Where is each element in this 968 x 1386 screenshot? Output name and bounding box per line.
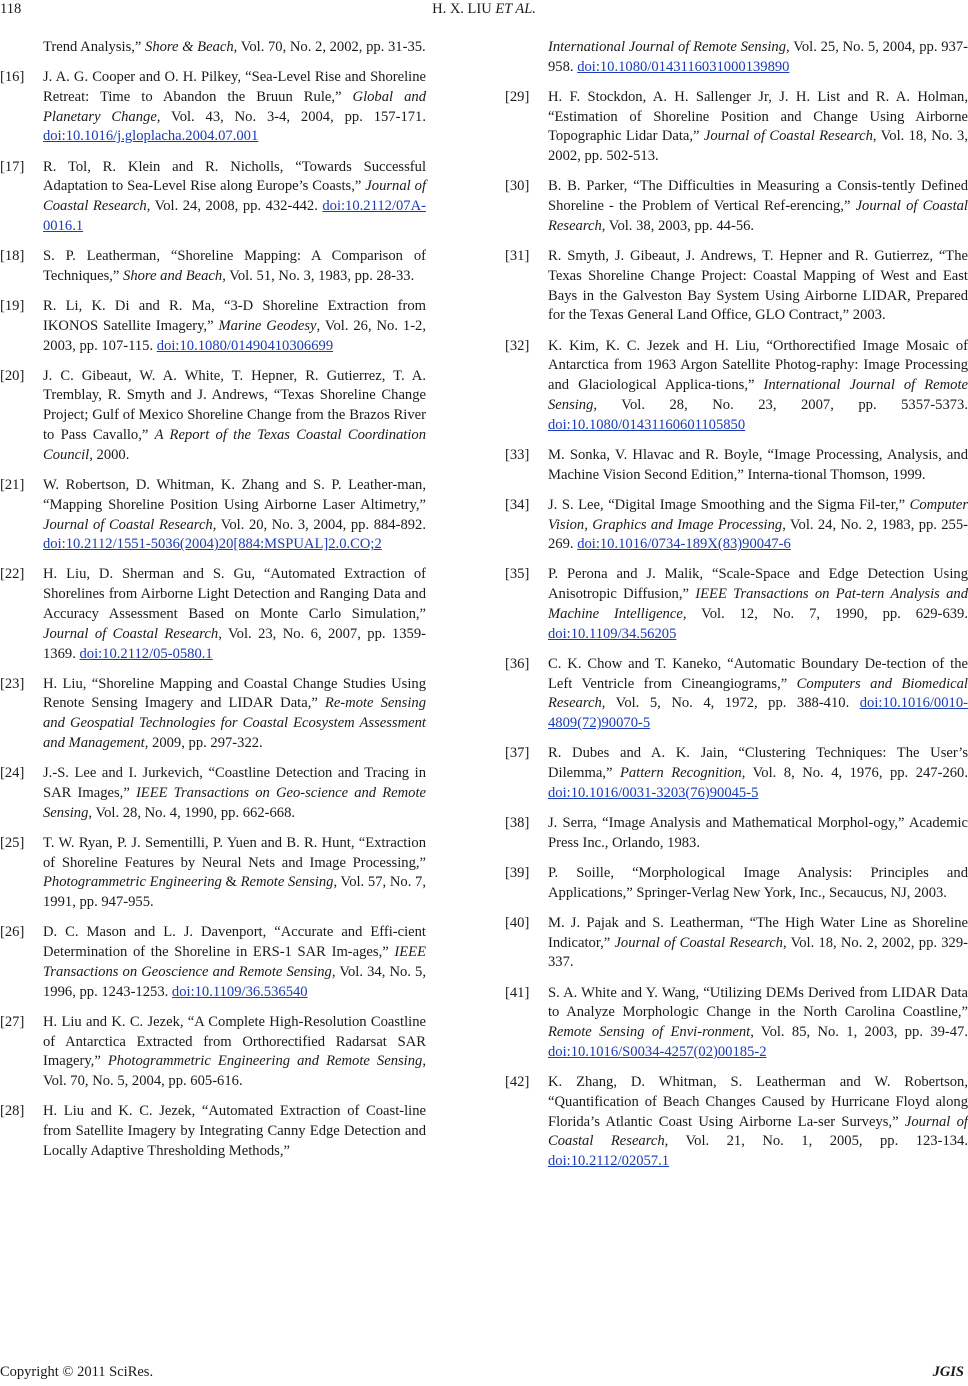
running-head-etal: ET AL. xyxy=(495,1,536,17)
reference-text xyxy=(43,924,426,999)
reference-entry xyxy=(505,565,968,644)
reference-entry xyxy=(0,476,426,555)
reference-segment: , Vol. 23, No. 6, 2007, pp. 1359-1369. xyxy=(43,625,426,662)
publication-title: Journal of Coastal Research xyxy=(548,198,968,234)
reference-number: [25] xyxy=(0,834,25,851)
reference-segment: B. B. Parker, “The Difficulties in Measuring a Consis-tently Defined Shoreline - the Problem of Vertical Ref-erencing,” xyxy=(548,178,968,215)
reference-text xyxy=(548,248,968,323)
reference-text xyxy=(548,985,968,1060)
reference-number: [42] xyxy=(505,1074,530,1091)
reference-text xyxy=(548,447,968,483)
reference-segment: K. Kim, K. C. Jezek and H. Liu, “Orthorectified Image Mosaic of Antarctica from 1963 Argon Satellite Photog-raphy: Image Processing and Glaciological Applica-tions,” xyxy=(548,337,968,394)
reference-text xyxy=(548,178,968,234)
publication-title: Journal of Coastal Research xyxy=(614,934,783,951)
reference-segment: H. Liu and K. C. Jezek, “Automated Extraction of Coast-line from Satellite Imagery by Integrating Canny Edge Detection and Locally Adaptive Thresholding Methods,” xyxy=(43,1103,426,1159)
reference-segment: R. Dubes and A. K. Jain, “Clustering Techniques: The User’s Dilemma,” xyxy=(548,745,968,782)
reference-segment: H. F. Stockdon, A. H. Sallenger Jr, J. H. List and R. A. Holman, “Estimation of Shoreline Position and Change Using Airborne Topographic Lidar Data,” xyxy=(548,88,968,145)
publication-title: IEEE Transactions on Geoscience and Remote Sensing xyxy=(43,944,426,980)
reference-segment: , Vol. 18, No. 3, 2002, pp. 502-513. xyxy=(548,128,968,165)
doi-link[interactable]: doi:10.1109/34.56205 xyxy=(548,625,677,642)
publication-title: Global and Planetary Change xyxy=(43,88,426,125)
reference-segment: , Vol. 12, No. 7, 1990, pp. 629-639. xyxy=(682,606,968,622)
reference-entry xyxy=(505,88,968,167)
publication-title: Journal of Coastal Research xyxy=(703,128,873,145)
reference-text xyxy=(43,1103,426,1159)
doi-link[interactable]: doi:10.1016/0734-189X(83)90047-6 xyxy=(577,536,791,553)
reference-text xyxy=(548,915,968,971)
reference-segment: , Vol. 26, No. 1-2, 2003, pp. 107-115. xyxy=(43,317,426,354)
doi-link[interactable]: doi:10.1080/01431160601105850 xyxy=(548,416,746,433)
reference-text xyxy=(548,497,968,553)
reference-text xyxy=(548,656,968,731)
reference-number: [22] xyxy=(0,566,25,583)
copyright-notice: Copyright © 2011 SciRes. xyxy=(0,1364,154,1380)
reference-number: [31] xyxy=(505,248,530,265)
reference-text xyxy=(548,338,968,433)
reference-text xyxy=(43,477,426,552)
reference-text xyxy=(548,566,968,641)
publication-title: Pattern Recognition xyxy=(619,765,742,782)
references-right-column xyxy=(505,38,968,1182)
running-head xyxy=(0,1,968,18)
reference-segment: , Vol. 85, No. 1, 2003, pp. 39-47. xyxy=(750,1024,968,1041)
reference-entry xyxy=(0,297,426,356)
doi-link[interactable]: doi:10.2112/07A-0016.1 xyxy=(43,198,426,234)
reference-segment: T. W. Ryan, P. J. Sementilli, P. Yuen and B. R. Hunt, “Extraction of Shoreline Features by Neural Nets and Image Processing,” xyxy=(43,834,426,871)
reference-number: [30] xyxy=(505,178,530,195)
reference-number: [19] xyxy=(0,297,25,314)
reference-entry xyxy=(0,764,426,823)
reference-text xyxy=(43,248,426,284)
doi-link[interactable]: doi:10.1080/0143116031000139890 xyxy=(577,58,790,75)
reference-segment: , Vol. 38, 2003, pp. 44-56. xyxy=(601,217,755,234)
doi-link[interactable]: doi:10.1016/0010-4809(72)90070-5 xyxy=(548,695,968,732)
reference-segment: , Vol. 5, No. 4, 1972, pp. 388-410. xyxy=(601,695,860,712)
publication-title: Remote Sensing of Envi-ronment xyxy=(548,1024,751,1041)
reference-segment: H. Liu and K. C. Jezek, “A Complete High-Resolution Coastline of Antarctica Extracted from Orthorectified Radarsat SAR Imagery,” xyxy=(43,1013,426,1070)
reference-text xyxy=(548,745,968,801)
doi-link[interactable]: doi:10.1080/01490410306699 xyxy=(156,337,334,354)
reference-number: [28] xyxy=(0,1103,25,1120)
reference-entry xyxy=(0,565,426,664)
reference-text xyxy=(548,865,968,901)
reference-text xyxy=(548,1074,968,1169)
publication-title: Journal of Coastal Research xyxy=(43,178,426,215)
reference-entry xyxy=(0,1102,426,1161)
publication-title: A Report of the Texas Coastal Coordination Council xyxy=(43,427,426,463)
reference-text xyxy=(548,815,968,851)
reference-number: [17] xyxy=(0,158,25,175)
reference-segment: R. Smyth, J. Gibeaut, J. Andrews, T. Hepner and R. Gutierrez, “The Texas Shoreline Change Project: Coastal Mapping of West and East Bays in the Galveston Bay System Using Airborne LIDAR, Prepared for the Texas General Land Office, GLO Contract,” 2003. xyxy=(548,248,968,324)
publication-title: Graphics and Image Processing xyxy=(592,516,783,533)
reference-segment: , Vol. 21, No. 1, 2005, pp. 123-134. xyxy=(664,1133,968,1150)
reference-segment: & xyxy=(221,874,241,891)
reference-number: [35] xyxy=(505,566,530,583)
reference-text xyxy=(43,69,426,144)
page-number: 118 xyxy=(0,1,22,17)
doi-link[interactable]: doi:10.1109/36.536540 xyxy=(171,983,308,1000)
reference-number: [36] xyxy=(505,655,530,672)
reference-number: [16] xyxy=(0,69,25,86)
reference-entry xyxy=(0,834,426,913)
reference-entry xyxy=(505,984,968,1063)
reference-number: [34] xyxy=(505,496,530,513)
reference-text xyxy=(43,39,426,55)
reference-entry xyxy=(505,744,968,803)
reference-entry xyxy=(0,247,426,287)
reference-entry xyxy=(505,496,968,555)
reference-segment: , Vol. 25, No. 5, 2004, pp. 937-958. xyxy=(548,39,968,75)
reference-entry xyxy=(0,367,426,466)
reference-segment: , Vol. 70, No. 5, 2004, pp. 605-616. xyxy=(43,1053,426,1090)
reference-segment: , Vol. 57, No. 7, 1991, pp. 947-955. xyxy=(43,874,426,911)
reference-segment: , 2009, pp. 297-322. xyxy=(144,735,263,752)
reference-segment: D. C. Mason and L. J. Davenport, “Accurate and Effi-cient Determination of the Shoreline in ERS-1 SAR Im-ages,” xyxy=(43,924,426,961)
running-head-authors: H. X. LIU xyxy=(432,1,492,17)
reference-segment: , Vol. 34, No. 5, 1996, pp. 1243-1253. xyxy=(43,963,427,1000)
reference-number: [20] xyxy=(0,367,25,384)
reference-entry xyxy=(505,914,968,973)
reference-number: [18] xyxy=(0,248,25,265)
reference-number: [32] xyxy=(505,337,530,354)
reference-segment: M. Sonka, V. Hlavac and R. Boyle, “Image Processing, Analysis, and Machine Vision Second Edition,” Interna-tional Thomson, 1999. xyxy=(548,446,968,483)
reference-segment: P. Perona and J. Malik, “Scale-Space and Edge Detection Using Anisotropic Diffusion,” xyxy=(548,566,968,603)
reference-entry xyxy=(505,247,968,326)
journal-abbreviation: JGIS xyxy=(932,1364,964,1380)
publication-title: International Journal of Remote Sensing xyxy=(548,39,787,55)
doi-link[interactable]: doi:10.1016/j.gloplacha.2004.07.001 xyxy=(43,128,259,145)
reference-number: [33] xyxy=(505,446,530,463)
reference-text xyxy=(43,566,426,661)
reference-segment: J. Serra, “Image Analysis and Mathematical Morphol-ogy,” Academic Press Inc., Orlando, 1983. xyxy=(548,815,968,851)
reference-number: [40] xyxy=(505,914,530,931)
reference-segment: Trend Analysis,” xyxy=(43,39,146,55)
reference-number: [24] xyxy=(0,765,25,782)
reference-segment: H. Liu, D. Sherman and S. Gu, “Automated Extraction of Shorelines from Airborne Light Detection and Ranging Data and Accuracy Assessment Based on Monte Carlo Simulation,” xyxy=(43,566,426,622)
doi-link[interactable]: doi:10.1016/S0034-4257(02)00185-2 xyxy=(548,1043,767,1060)
reference-segment: J. S. Lee, “Digital Image Smoothing and the Sigma Fil-ter,” xyxy=(548,496,910,513)
reference-entry xyxy=(0,923,426,1002)
reference-segment: J.-S. Lee and I. Jurkevich, “Coastline Detection and Tracing in SAR Images,” xyxy=(43,765,426,801)
publication-title: IEEE Transactions on Pat-tern Analysis and Machine Intelligence xyxy=(548,586,968,622)
publication-title: Computers and Biomedical Research xyxy=(548,675,968,712)
reference-text xyxy=(43,676,426,751)
reference-segment: W. Robertson, D. Whitman, K. Zhang and S. P. Leather-man, “Mapping Shoreline Position Using Airborne Laser Altimetry,” xyxy=(43,476,426,513)
publication-title: Re-mote Sensing and Geospatial Technologies for Coastal Ecosystem Assessment and Management xyxy=(43,695,426,752)
reference-segment: H. Liu, “Shoreline Mapping and Coastal Change Studies Using Renote Sensing Imagery and LIDAR Data,” xyxy=(43,675,426,712)
reference-entry xyxy=(505,446,968,486)
page-header xyxy=(0,0,968,24)
reference-segment: R. Tol, R. Klein and R. Nicholls, “Towards Successful Adaptation to Sea-Level Rise along Europe’s Coasts,” xyxy=(43,158,426,195)
reference-segment: , Vol. 24, 2008, pp. 432-442. xyxy=(146,198,323,215)
publication-title: Shore and Beach xyxy=(123,267,223,284)
reference-entry xyxy=(505,38,968,78)
reference-segment: S. A. White and Y. Wang, “Utilizing DEMs Derived from LIDAR Data to Analyze Morphologic Change in the North Carolina Coastline,” xyxy=(548,984,968,1021)
reference-segment: , Vol. 8, No. 4, 1976, pp. 247-260. xyxy=(741,765,968,782)
reference-segment: , Vol. 43, No. 3-4, 2004, pp. 157-171. xyxy=(156,108,426,125)
reference-entry xyxy=(505,1073,968,1172)
publication-title: Journal of Coastal Research xyxy=(43,516,213,533)
reference-text xyxy=(43,368,426,463)
reference-number: [41] xyxy=(505,984,530,1001)
publication-title: Photogrammetric Engineering xyxy=(43,874,222,891)
reference-segment: , xyxy=(584,516,593,533)
reference-entry xyxy=(505,864,968,904)
publication-title: Shore & Beach xyxy=(145,39,234,55)
reference-segment: , Vol. 70, No. 2, 2002, pp. 31-35. xyxy=(233,39,426,55)
reference-number: [29] xyxy=(505,88,530,105)
reference-segment: , Vol. 18, No. 2, 2002, pp. 329-337. xyxy=(548,934,968,971)
reference-segment: , 2000. xyxy=(89,446,130,463)
reference-entry xyxy=(0,68,426,147)
reference-segment: S. P. Leatherman, “Shoreline Mapping: A Comparison of Techniques,” xyxy=(43,248,426,284)
publication-title: Photogrammetric Engineering and Remote Sensing xyxy=(107,1053,423,1070)
reference-number: [37] xyxy=(505,745,530,762)
reference-entry xyxy=(505,814,968,854)
reference-text xyxy=(43,298,426,354)
publication-title: Journal of Coastal Research xyxy=(548,1113,968,1150)
publication-title: Marine Geodesy xyxy=(218,317,317,334)
reference-segment: K. Zhang, D. Whitman, S. Leatherman and W. Robertson, “Quantification of Beach Changes Caused by Hurricane Floyd along Florida’s Atlantic Coast Using Airborne La-ser Surveys,” xyxy=(548,1074,968,1130)
reference-segment: M. J. Pajak and S. Leatherman, “The High Water Line as Shoreline Indicator,” xyxy=(548,914,968,951)
reference-text xyxy=(43,835,426,910)
reference-number: [39] xyxy=(505,864,530,881)
reference-entry xyxy=(0,158,426,237)
publication-title: Journal of Coastal Research xyxy=(43,625,219,642)
reference-segment: C. K. Chow and T. Kaneko, “Automatic Boundary De-tection of the Left Ventricle from Cineangiograms,” xyxy=(548,655,968,692)
reference-segment: J. C. Gibeaut, W. A. White, T. Hepner, R. Gutierrez, T. A. Tremblay, R. Smyth and J. Andrews, “Texas Shoreline Change Project; Gulf of Mexico Shoreline Change from the Brazos River to Pass Cavallo,” xyxy=(43,367,426,444)
reference-entry xyxy=(0,38,426,58)
reference-entry xyxy=(505,337,968,436)
reference-segment: , Vol. 51, No. 3, 1983, pp. 28-33. xyxy=(222,267,415,284)
publication-title: IEEE Transactions on Geo-science and Remote Sensing xyxy=(43,784,426,821)
reference-entry xyxy=(505,655,968,734)
doi-link[interactable]: doi:10.1016/0031-3203(76)90045-5 xyxy=(548,784,759,801)
reference-number: [27] xyxy=(0,1013,25,1030)
reference-text xyxy=(43,765,426,821)
reference-number: [38] xyxy=(505,815,530,832)
reference-segment: P. Soille, “Morphological Image Analysis: Principles and Applications,” Springer-Verlag New York, Inc., Secaucus, NJ, 2003. xyxy=(548,864,968,901)
reference-entry xyxy=(505,177,968,236)
reference-number: [23] xyxy=(0,675,25,692)
reference-segment: , Vol. 20, No. 3, 2004, pp. 884-892. xyxy=(212,516,426,533)
reference-segment: R. Li, K. Di and R. Ma, “3-D Shoreline Extraction from IKONOS Satellite Imagery,” xyxy=(43,297,426,334)
reference-entry xyxy=(0,1013,426,1092)
reference-segment: , Vol. 28, No. 23, 2007, pp. 5357-5373. xyxy=(593,396,968,413)
reference-number: [21] xyxy=(0,476,25,493)
doi-link[interactable]: doi:10.2112/05-0580.1 xyxy=(79,645,213,662)
reference-number: [26] xyxy=(0,924,25,941)
reference-entry xyxy=(0,675,426,754)
reference-segment: , Vol. 24, No. 2, 1983, pp. 255-269. xyxy=(548,516,968,553)
references-left-column xyxy=(0,38,426,1172)
doi-link[interactable]: doi:10.2112/02057.1 xyxy=(548,1153,670,1170)
reference-text xyxy=(43,1014,426,1089)
reference-text xyxy=(548,89,968,164)
reference-segment: , Vol. 28, No. 4, 1990, pp. 662-668. xyxy=(88,804,296,821)
doi-link[interactable]: doi:10.2112/1551-5036(2004)20[884:MSPUAL]2.0.CO;2 xyxy=(43,536,382,553)
publication-title: International Journal of Remote Sensing xyxy=(548,377,968,413)
reference-text xyxy=(548,39,968,75)
reference-segment: J. A. G. Cooper and O. H. Pilkey, “Sea-Level Rise and Shoreline Retreat: Time to Abandon the Bruun Rule,” xyxy=(43,69,426,105)
reference-text xyxy=(43,159,426,234)
publication-title: Remote Sensing xyxy=(240,874,334,891)
publication-title: Computer Vision xyxy=(548,496,968,533)
